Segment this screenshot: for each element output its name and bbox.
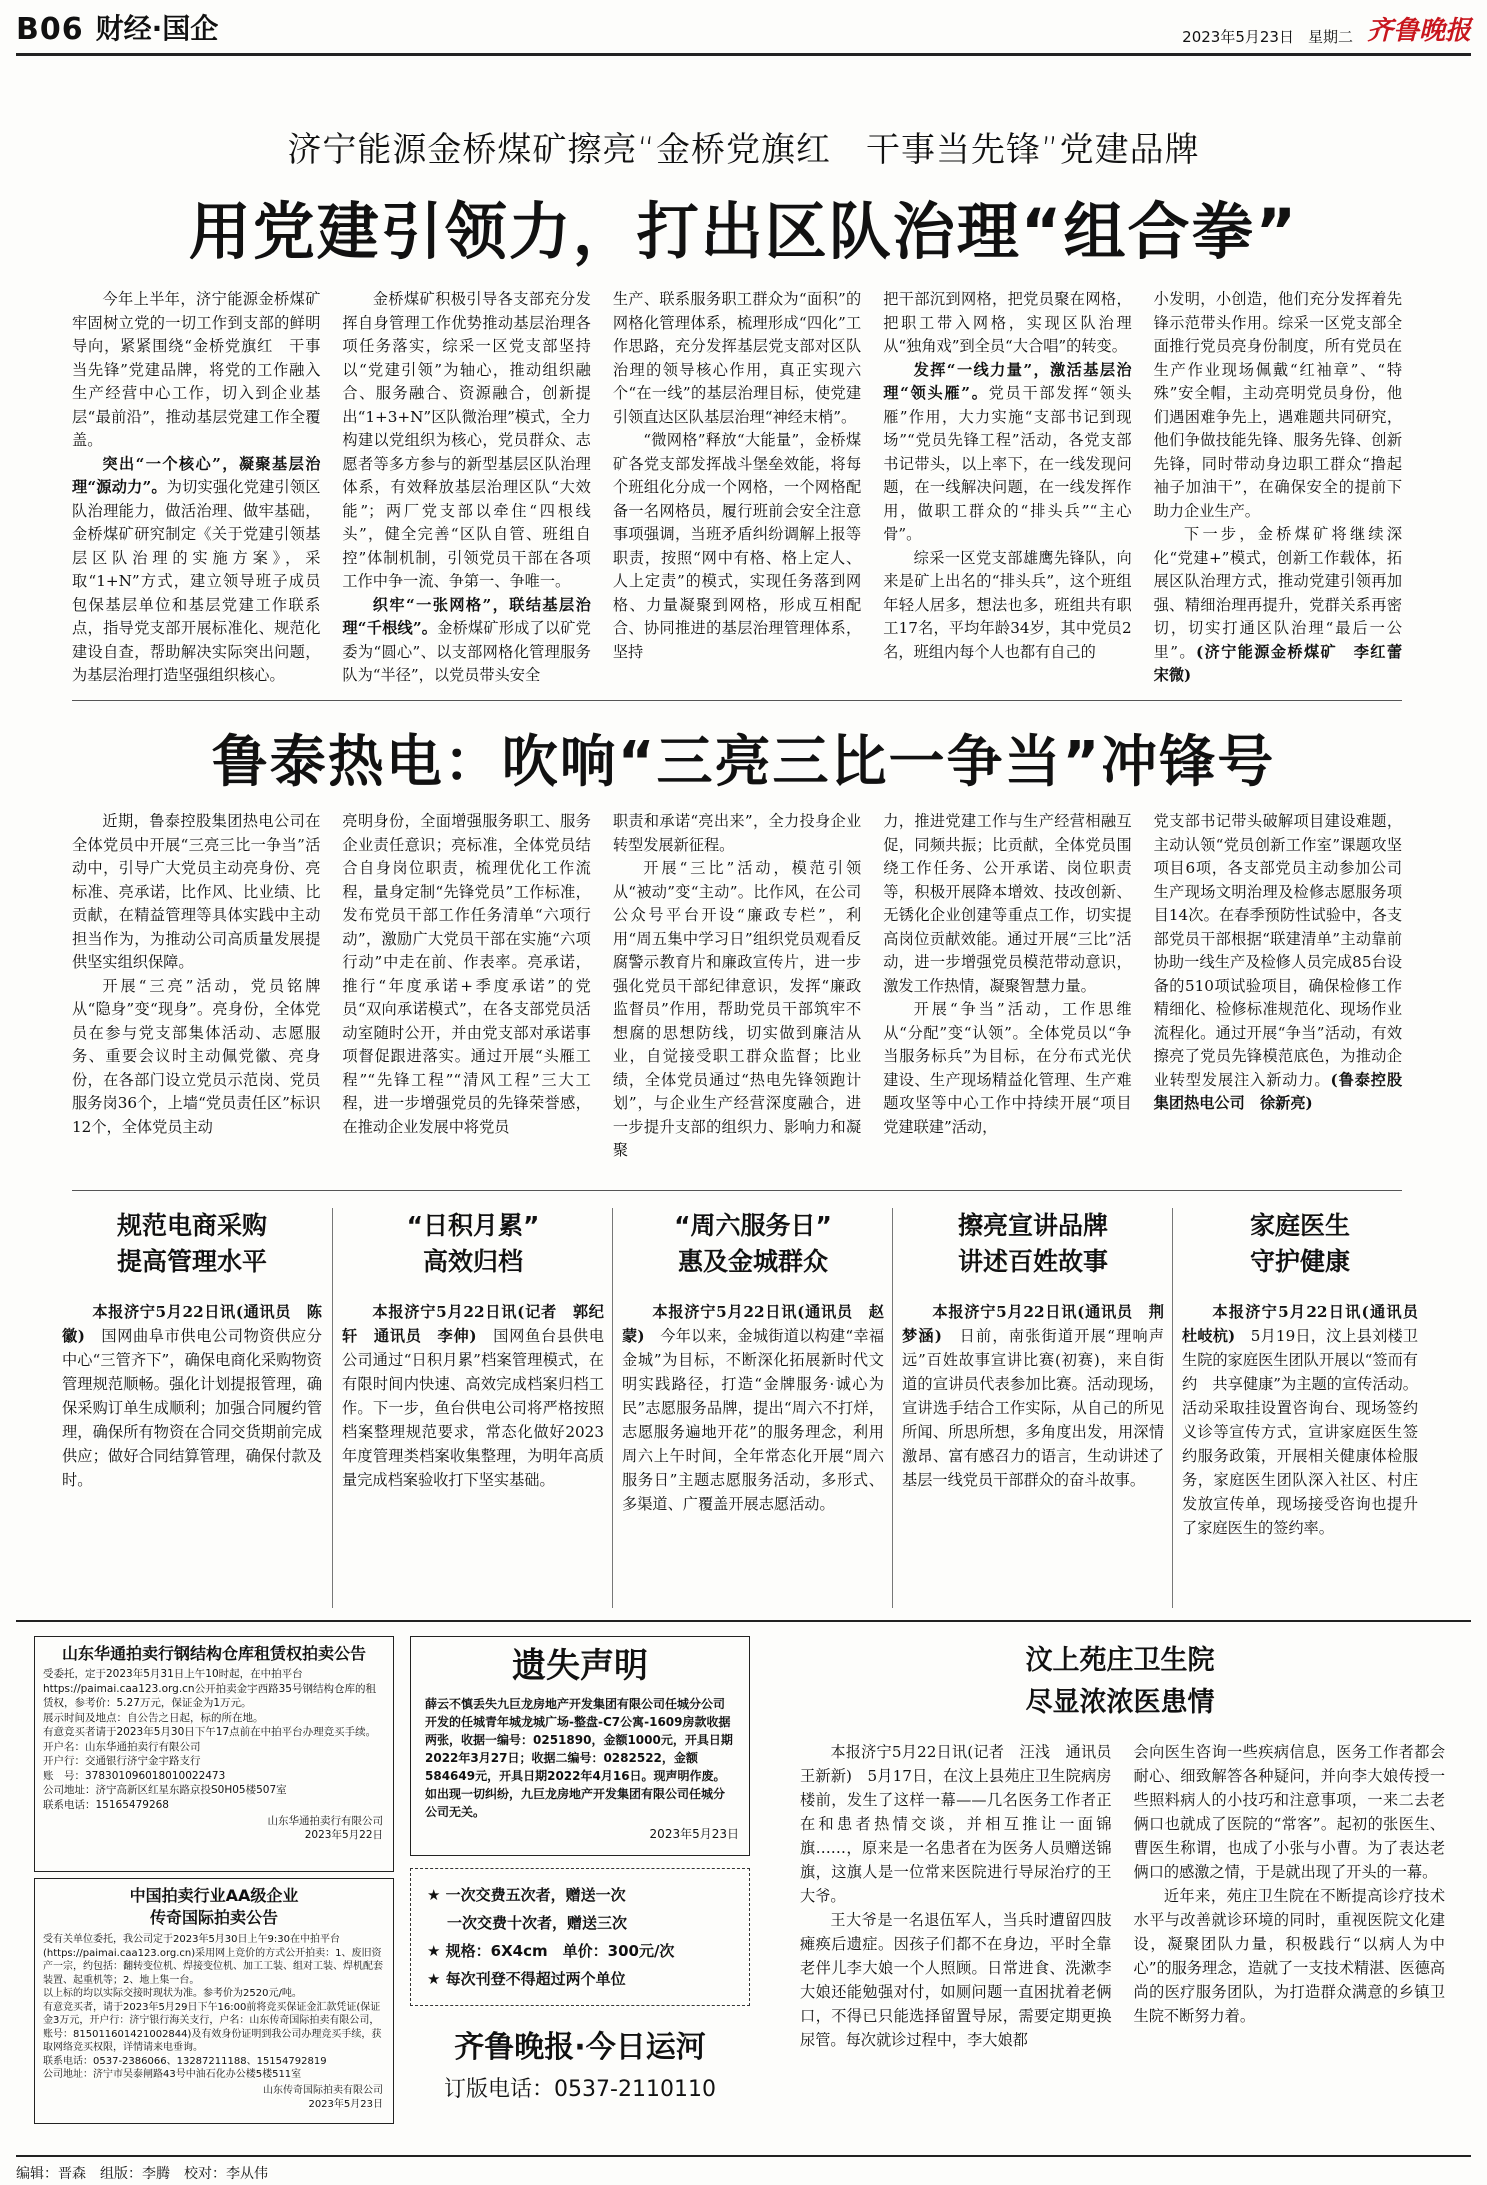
story1-paragraph: 今年上半年，济宁能源金桥煤矿牢固树立党的一切工作到支部的鲜明导向，紧紧围绕“金桥党旗红 干事当先锋”党建品牌，将党的工作融入生产经营中心工作，切入到企业基层“最前沿”，推动基层党建工作全覆盖。 (72, 290, 321, 449)
divider (332, 1208, 333, 1608)
brief-lead: 本报济宁5月22日讯(记者 郭纪轩 通讯员 李伸) (342, 1303, 604, 1345)
story1-col2 (342, 288, 590, 688)
promo-terms (410, 1868, 750, 2006)
promo-line: ★ 规格：6X4cm 单价：300元/次 (427, 1942, 675, 1960)
story1-byline: (济宁能源金桥煤矿 李红蕾 宋微) (1153, 642, 1418, 684)
lost-notice-body: 薛云不慎丢失九巨龙房地产开发集团有限公司任城分公司开发的任城青年城龙城广场-整盘-C7公寓-1609房款收据两张，收据一编号：0251890，金额1000元，开具日期2022年3月27日；收据二编号：0282522，金额584649元，开具日期2022年4月16日。现声明作废。如出现一切纠纷，九巨龙房地产开发集团有限公司任城分公司无关。 (425, 1697, 733, 1819)
ad-line: 受委托，定于2023年5月31日上午10时起，在中拍平台https://paimai.caa123.org.cn公开拍卖金宇西路35号钢结构仓库的租赁权，参考价：5.27万元，保证金为1万元。 (43, 1668, 376, 1709)
story1-col4 (883, 288, 1131, 688)
story3-paragraph: 近年来，苑庄卫生院在不断提高诊疗技术水平与改善就诊环境的同时，重视医院文化建设，凝聚团队力量，积极践行“以病人为中心”的服务理念，造就了一支技术精湛、医德高尚的医疗服务团队，为打造群众满意的乡镇卫生院不断努力着。 (1133, 1887, 1446, 2025)
promo-brand: 齐鲁晚报·今日运河 (454, 2030, 706, 2065)
story2-paragraph: 亮明身份，全面增强服务职工、服务企业责任意识；亮标准，全体党员结合自身岗位职责，梳理优化工作流程，量身定制“先锋党员”工作标准，发布党员干部工作任务清单“六项行动”，激励广大党员干部在实施“六项行动”中走在前、作表率。亮承诺，推行“年度承诺+季度承诺”的党员“双向承诺模式”，在各支部党员活动室随时公开，并由党支部对承诺事项督促跟进落实。通过开展“头雁工程”“先锋工程”“清风工程”三大工程，进一步增强党员的先锋荣誉感，在推动企业发展中将党员 (342, 812, 591, 1136)
story1-headline: 用党建引领力，打出区队治理“组合拳” (188, 195, 1299, 268)
story3-title-line: 汶上苑庄卫生院 (1025, 1645, 1215, 1676)
issue-weekday: 星期二 (1307, 28, 1353, 46)
ad-title: 山东华通拍卖行钢结构仓库租赁权拍卖公告 (61, 1644, 366, 1663)
brief-title (62, 1208, 322, 1280)
story1-paragraph-text: 金桥煤矿形成了以矿党委为“圆心”、以支部网格化管理服务队为“半径”，以党员带头安全 (342, 619, 591, 684)
divider (72, 700, 1402, 701)
auction-notice-1 (34, 1636, 394, 1872)
story2-col4 (883, 810, 1131, 1182)
story3-body (800, 1740, 1445, 2135)
brief-title (902, 1208, 1164, 1280)
brief-title-line: 家庭医生 (1249, 1211, 1350, 1240)
brief-text (62, 1300, 322, 1492)
story1-paragraph: 小发明，小创造，他们充分发挥着先锋示范带头作用。综采一区党支部全面推行党员亮身份制度，所有党员在生产作业现场佩戴“红袖章”、“特殊”安全帽，主动亮明党员身份，他们遇困难争先上，遇难题共同研究，他们争做技能先锋、服务先锋、创新先锋，同时带动身边职工群众“撸起袖子加油干”，在确保安全的提前下助力企业生产。 (1153, 290, 1403, 520)
promo-phone: 订版电话：0537-2110110 (444, 2077, 716, 2102)
story3-title (780, 1640, 1460, 1724)
section-title: 财经·国企 (95, 12, 219, 45)
brief-item (1182, 1208, 1434, 1540)
story2-paragraph: 开展“争当”活动，工作思维从“分配”变“认领”。全体党员以“争当服务标兵”为目标，在分布式光伏建设、生产现场精益化管理、生产难题攻坚等中心工作中持续开展“项目党建联建”活动， (883, 1000, 1132, 1136)
brief-lead: 本报济宁5月22日讯(通讯员 杜岐杭) (1182, 1303, 1434, 1345)
ad-line: 公司地址：济宁高新区红星东路京投S0H05楼507室 (43, 1784, 287, 1796)
story1-subhead: 发挥“一线力量”，激活基层治理“领头雁”。 (883, 360, 1132, 402)
story2-col5 (1154, 810, 1402, 1182)
page-footer: 编辑：晋森 组版：李腾 校对：李从伟 (16, 2155, 1471, 2183)
story1-paragraph (72, 453, 320, 688)
brief-title (1182, 1208, 1418, 1280)
ad-date: 2023年5月22日 (304, 1829, 383, 1841)
story1-col3 (613, 288, 861, 688)
brief-title-line: 高效归档 (422, 1247, 523, 1276)
brief-title-line: 规范电商采购 (116, 1211, 267, 1240)
page-number: B06 (16, 12, 84, 47)
lost-notice-title: 遗失声明 (512, 1646, 648, 1686)
story2-paragraph: 开展“三亮”活动，党员铭牌从“隐身”变“现身”。亮身份，全体党员在参与党支部集体活动、志愿服务、重要会议时主动佩党徽、亮身份，在各部门设立党员示范岗、党员服务岗36个，上墙“党员责任区”标识12个，全体党员主动 (72, 976, 321, 1136)
story1-paragraph-text: 为切实强化党建引领区队治理能力，做活治理、做牢基础，金桥煤矿研究制定《关于党建引领基层区队治理的实施方案》，采取“1+N”方式，建立领导班子成员包保基层单位和基层党建工作联系点，指导党支部开展标准化、规范化建设自查，帮助解决实际突出问题，为基层治理打造坚强组织核心。 (72, 478, 321, 684)
brief-lead: 本报济宁5月22日讯(通讯员 荆梦涵) (902, 1303, 1164, 1345)
promo-line: 一次交费十次者，赠送三次 (447, 1914, 628, 1932)
story1-body (72, 288, 1418, 688)
story2-col3 (613, 810, 861, 1182)
brief-title-line: 提高管理水平 (116, 1247, 267, 1276)
story1-col1 (72, 288, 320, 688)
brief-item (622, 1208, 884, 1516)
issue-date: 2023年5月23日 (1182, 28, 1294, 46)
ad-line: 有意竞买者请于2023年5月30日下午17点前在中拍平台办理竞买手续。 (43, 1726, 377, 1738)
ad-line: 联系电话：15165479268 (43, 1798, 169, 1811)
story1-paragraph-text: 党员干部发挥“领头雁”作用，大力实施“支部书记到现场”“党员先锋工程”活动，各党支部书记带头，以上率下，在一线发现问题，在一线解决问题，在一线发挥作用，做职工群众的“排头兵”“主心骨”。 (883, 384, 1132, 543)
story2-paragraph: 开展“三比”活动，模范引领从“被动”变“主动”。比作风，在公司公众号平台开设“廉政专栏”，利用“周五集中学习日”组织党员观看反腐警示教育片和廉政宣传片，进一步强化党员干部纪律意识，发挥“廉政监督员”作用，帮助党员干部筑牢不想腐的思想防线，切实做到廉洁从业，自觉接受职工群众监督；比业绩，全体党员通过“热电先锋领跑计划”，与企业生产经营深度融合，进一步提升支部的组织力、影响力和凝聚 (612, 859, 862, 1159)
story3-col2 (1134, 1740, 1446, 2135)
ad-line: 以上标的均以实际交接时现状为准。参考价为2520元/吨。 (43, 1988, 302, 1999)
ad-line: 账 号：378301096018010022473 (43, 1769, 226, 1782)
story2-byline: (鲁泰控股集团热电公司 徐新亮) (1153, 1070, 1403, 1112)
story1-paragraph (342, 594, 590, 688)
brief-title-line: 擦亮宣讲品牌 (957, 1211, 1108, 1240)
ad-date: 2023年5月23日 (308, 2098, 383, 2110)
lost-notice-date: 2023年5月23日 (649, 1827, 739, 1841)
story1-paragraph (883, 359, 1131, 547)
ad-body (35, 1933, 393, 2082)
ad-signer: 山东传奇国际拍卖有限公司 (263, 2084, 383, 2096)
story1-col5 (1153, 288, 1418, 688)
brief-title-line: “日积月累” (406, 1211, 540, 1240)
story1-paragraph: 把干部沉到网格，把党员聚在网格，把职工带入网格，实现区队治理从“独角戏”到全员“大合唱”的转变。 (883, 290, 1132, 355)
brief-body: 国网鱼台县供电公司通过“日积月累”档案管理模式，在有限时间内快速、高效完成档案归档工作。下一步，鱼台供电公司将严格按照档案整理规范要求，常态化做好2023年度管理类档案收集整理，为明年高质量完成档案验收打下坚实基础。 (342, 1327, 605, 1489)
brief-title-line: “周六服务日” (674, 1211, 832, 1240)
story2-headline: 鲁泰热电：吹响“三亮三比一争当”冲锋号 (211, 730, 1276, 795)
ad-line: 公司地址：济宁市吴泰闸路43号中油石化办公楼5楼511室 (43, 2069, 302, 2080)
auction-notice-2 (34, 1878, 394, 2124)
story1-paragraph-text: 下一步，金桥煤矿将继续深化“党建+”模式，创新工作载体，拓展区队治理方式，推动党建引领再加强、精细治理再提升，党群关系再密切，切实打通区队治理“最后一公里”。 (1153, 525, 1403, 661)
brief-item (62, 1208, 322, 1492)
ad-line: 开户名：山东华通拍卖行有限公司 (43, 1740, 201, 1753)
brief-body: 今年以来，金城街道以构建“幸福金城”为目标，不断深化拓展新时代文明实践路径，打造“金牌服务·诚心为民”志愿服务品牌，提出“周六不打烊，志愿服务遍地开花”的服务理念，利用周六上午时间，全年常态化开展“周六服务日”主题志愿服务活动，多形式、多渠道、广覆盖开展志愿活动。 (622, 1327, 885, 1513)
brief-body: 日前，南张街道开展“理响声远”百姓故事宣讲比赛(初赛)，来自街道的宣讲员代表参加比赛。活动现场，宣讲选手结合工作实际，从自己的所见所闻、所思所想，多角度出发，用深情激昂、富有感召力的语言，生动讲述了基层一线党员干部群众的奋斗故事。 (902, 1327, 1165, 1489)
brief-title (342, 1208, 604, 1280)
ad-line: 展示时间及地点：自公告之日起，标的所在地。 (43, 1711, 264, 1724)
brief-lead: 本报济宁5月22日讯(通讯员 赵蒙) (622, 1303, 884, 1345)
masthead-logo: 齐鲁晚报 (1366, 16, 1471, 46)
brief-text (342, 1300, 604, 1492)
brief-body: 国网曲阜市供电公司物资供应分中心“三管齐下”，确保电商化采购物资管理规范顺畅。强化计划提报管理，确保采购订单生成顺利；加强合同履约管理，确保所有物资在合同交货期前完成供应；做好合同结算管理，确保付款及时。 (62, 1327, 323, 1489)
brief-text (902, 1300, 1164, 1492)
divider (892, 1208, 893, 1608)
story2-body (72, 810, 1402, 1182)
story2-paragraph: 近期，鲁泰控股集团热电公司在全体党员中开展“三亮三比一争当”活动中，引导广大党员主动亮身份、亮标准、亮承诺，比作风、比业绩、比贡献，在精益管理等具体实践中主动担当作为，为推动公司高质量发展提供坚实组织保障。 (72, 812, 321, 971)
ad-body (35, 1667, 393, 1812)
story2-col1 (72, 810, 320, 1182)
story1-paragraph: 综采一区党支部雄鹰先锋队，向来是矿上出名的“排头兵”，这个班组年轻人居多，想法也多，班组共有职工17名，平均年龄34岁，其中党员2名，班组内每个人也都有自己的 (883, 548, 1132, 661)
divider (16, 1620, 1471, 1622)
story3-title-line: 尽显浓浓医患情 (1025, 1687, 1215, 1718)
ad-signature (35, 2082, 393, 2114)
ad-line: 开户行：交通银行济宁金宇路支行 (43, 1755, 201, 1767)
divider (612, 1208, 613, 1608)
brief-item (342, 1208, 604, 1492)
promo-line: ★ 每次刊登不得超过两个单位 (427, 1970, 626, 1988)
ad-signature (35, 1812, 393, 1844)
story1-kicker: 济宁能源金桥煤矿擦亮“金桥党旗红 干事当先锋”党建品牌 (287, 130, 1200, 170)
divider (1172, 1208, 1173, 1608)
story3-paragraph: 本报济宁5月22日讯(记者 汪浅 通讯员 王新新) 5月17日，在汶上县苑庄卫生院病房楼前，发生了这样一幕——几名医务工作者正在和患者热情交谈，并相互推让一面锦旗……，原来是一名患者在为医务人员赠送锦旗，这旗人是一位常来医院进行导尿治疗的王大爷。 (800, 1743, 1127, 1905)
brief-title (622, 1208, 884, 1280)
promo-line: ★ 一次交费五次者，赠送一次 (427, 1886, 626, 1904)
brief-text (1182, 1300, 1434, 1540)
ad-line: 受有关单位委托，我公司定于2023年5月30日上午9:30在中拍平台(https://paimai.caa123.org.cn)采用网上竞价的方式公开拍卖：1、废旧资产一宗，约包括：翻转变位机、焊接变位机、加工工装、组对工装、焊机配套装置、起重机等；2、地上集一台。 (43, 1934, 383, 1986)
ad-line: 联系电话：0537-2386066、13287211188、15154792819 (43, 2055, 327, 2067)
brief-title-line: 惠及金城群众 (677, 1247, 828, 1276)
story2-paragraph: 力，推进党建工作与生产经营相融互促，同频共振；比贡献，全体党员围绕工作任务、公开承诺、岗位职责等，积极开展降本增效、技改创新、无锈化企业创建等重点工作，切实提高岗位贡献效能。通过开展“三比”活动，进一步增强党员模范带动意识，激发工作热情，凝聚智慧力量。 (883, 812, 1132, 995)
story3-paragraph: 会向医生咨询一些疾病信息，医务工作者都会耐心、细致解答各种疑问，并向李大娘传授一些照料病人的小技巧和注意事项，一来二去老俩口也就成了医院的“常客”。起初的张医生、曹医生称谓，也成了小张与小曹。为了表达老俩口的感激之情，于是就出现了开头的一幕。 (1133, 1743, 1445, 1881)
ad-line: 有意竞买者，请于2023年5月29日下午16:00前将竞买保证金汇款凭证(保证金3万元，开户行：济宁银行海关支行，户名：山东传奇国际拍卖有限公司，账号：815011601421002844)及有效身份证明到我公司办理竞买手续，获取网络竞买权限，详情请来电垂询。 (43, 2001, 382, 2053)
ad-title: 中国拍卖行业AA级企业 (129, 1886, 299, 1905)
promo-box (410, 1868, 750, 2124)
divider (72, 1190, 1402, 1191)
story2-paragraph: 职责和承诺“亮出来”，全力投身企业转型发展新征程。 (612, 812, 862, 854)
lost-notice (410, 1636, 750, 1856)
story1-paragraph: “微网格”释放“大能量”，金桥煤矿各党支部发挥战斗堡垒效能，将每个班组化分成一个网格，一个网格配备一名网格员，履行班前会安全注意事项强调，当班矛盾纠纷调解上报等职责，按照“网中有格、格上定人、人上定责”的模式，实现任务落到网格、力量凝聚到网格，形成互相配合、协同推进的基层治理管理体系，坚持 (612, 431, 862, 661)
story1-subhead: 突出“一个核心”，凝聚基层治理“源动力”。 (72, 454, 321, 496)
story2-col2 (342, 810, 590, 1182)
brief-title-line: 讲述百姓故事 (957, 1247, 1108, 1276)
story1-paragraph (1153, 523, 1418, 688)
ad-signer: 山东华通拍卖行有限公司 (267, 1815, 383, 1827)
story3-paragraph: 王大爷是一名退伍军人，当兵时遭留四肢瘫痪后遗症。因孩子们都不在身边，平时全靠老伴儿李大娘一个人照顾。日常进食、洗漱李大娘还能勉强对付，如厕问题一直困扰着老俩口，不得已只能选择留置导尿，需要定期更换尿管。每次就诊过程中，李大娘都 (800, 1911, 1112, 2049)
story2-paragraph (1154, 810, 1402, 1116)
story1-subhead: 织牢“一张网格”，联结基层治理“千根线”。 (342, 595, 591, 637)
brief-lead: 本报济宁5月22日讯(通讯员 陈徽) (62, 1303, 322, 1345)
page-header (16, 8, 1471, 56)
story1-paragraph: 金桥煤矿积极引导各支部充分发挥自身管理工作优势推动基层治理各项任务落实，综采一区党支部坚持以“党建引领”为轴心，推动组织融合、服务融合、资源融合，创新提出“1+3+N”区队微治理”模式，全力构建以党组织为核心，党员群众、志愿者等多方参与的新型基层区队治理体系，有效释放基层治理区队“大效能”；两厂党支部以牵住“四根线头”，健全完善“区队自管、班组自控”体制机制，引领党员干部在各项工作中争一流、争第一、争唯一。 (342, 290, 591, 590)
story3-col1 (800, 1740, 1127, 2135)
story2-paragraph-text: 党支部书记带头破解项目建设难题，主动认领“党员创新工作室”课题攻坚项目6项，各支部党员主动参加公司生产现场文明治理及检修志愿服务项目14次。在春季预防性试验中，各支部党员干部根据“联建清单”主动靠前协助一线生产及检修人员完成85台设备的510项试验项目，确保检修工作精细化、检修标准规范化、现场作业流程化。通过开展“争当”活动，有效擦亮了党员先锋模范底色，为推动企业转型发展注入新动力。 (1153, 812, 1403, 1089)
story1-paragraph: 生产、联系服务职工群众为“面积”的网格化管理体系，梳理形成“四化”工作思路，充分发挥基层党支部对区队治理的领导核心作用，真正实现六个“在一线”的基层治理目标，使党建引领直达区队基层治理“神经末梢”。 (612, 290, 862, 426)
brief-title-line: 守护健康 (1249, 1247, 1350, 1276)
brief-item (902, 1208, 1164, 1492)
ad-title: 传奇国际拍卖公告 (149, 1908, 278, 1927)
brief-text (622, 1300, 884, 1516)
brief-body: 5月19日，汶上县刘楼卫生院的家庭医生团队开展以“签而有约 共享健康”为主题的宣传活动。活动采取挂设置咨询台、现场签约义诊等宣传方式，宣讲家庭医生签约服务政策，开展相关健康体检服务，家庭医生团队深入社区、村庄发放宣传单，现场接受咨询也提升了家庭医生的签约率。 (1182, 1327, 1419, 1537)
